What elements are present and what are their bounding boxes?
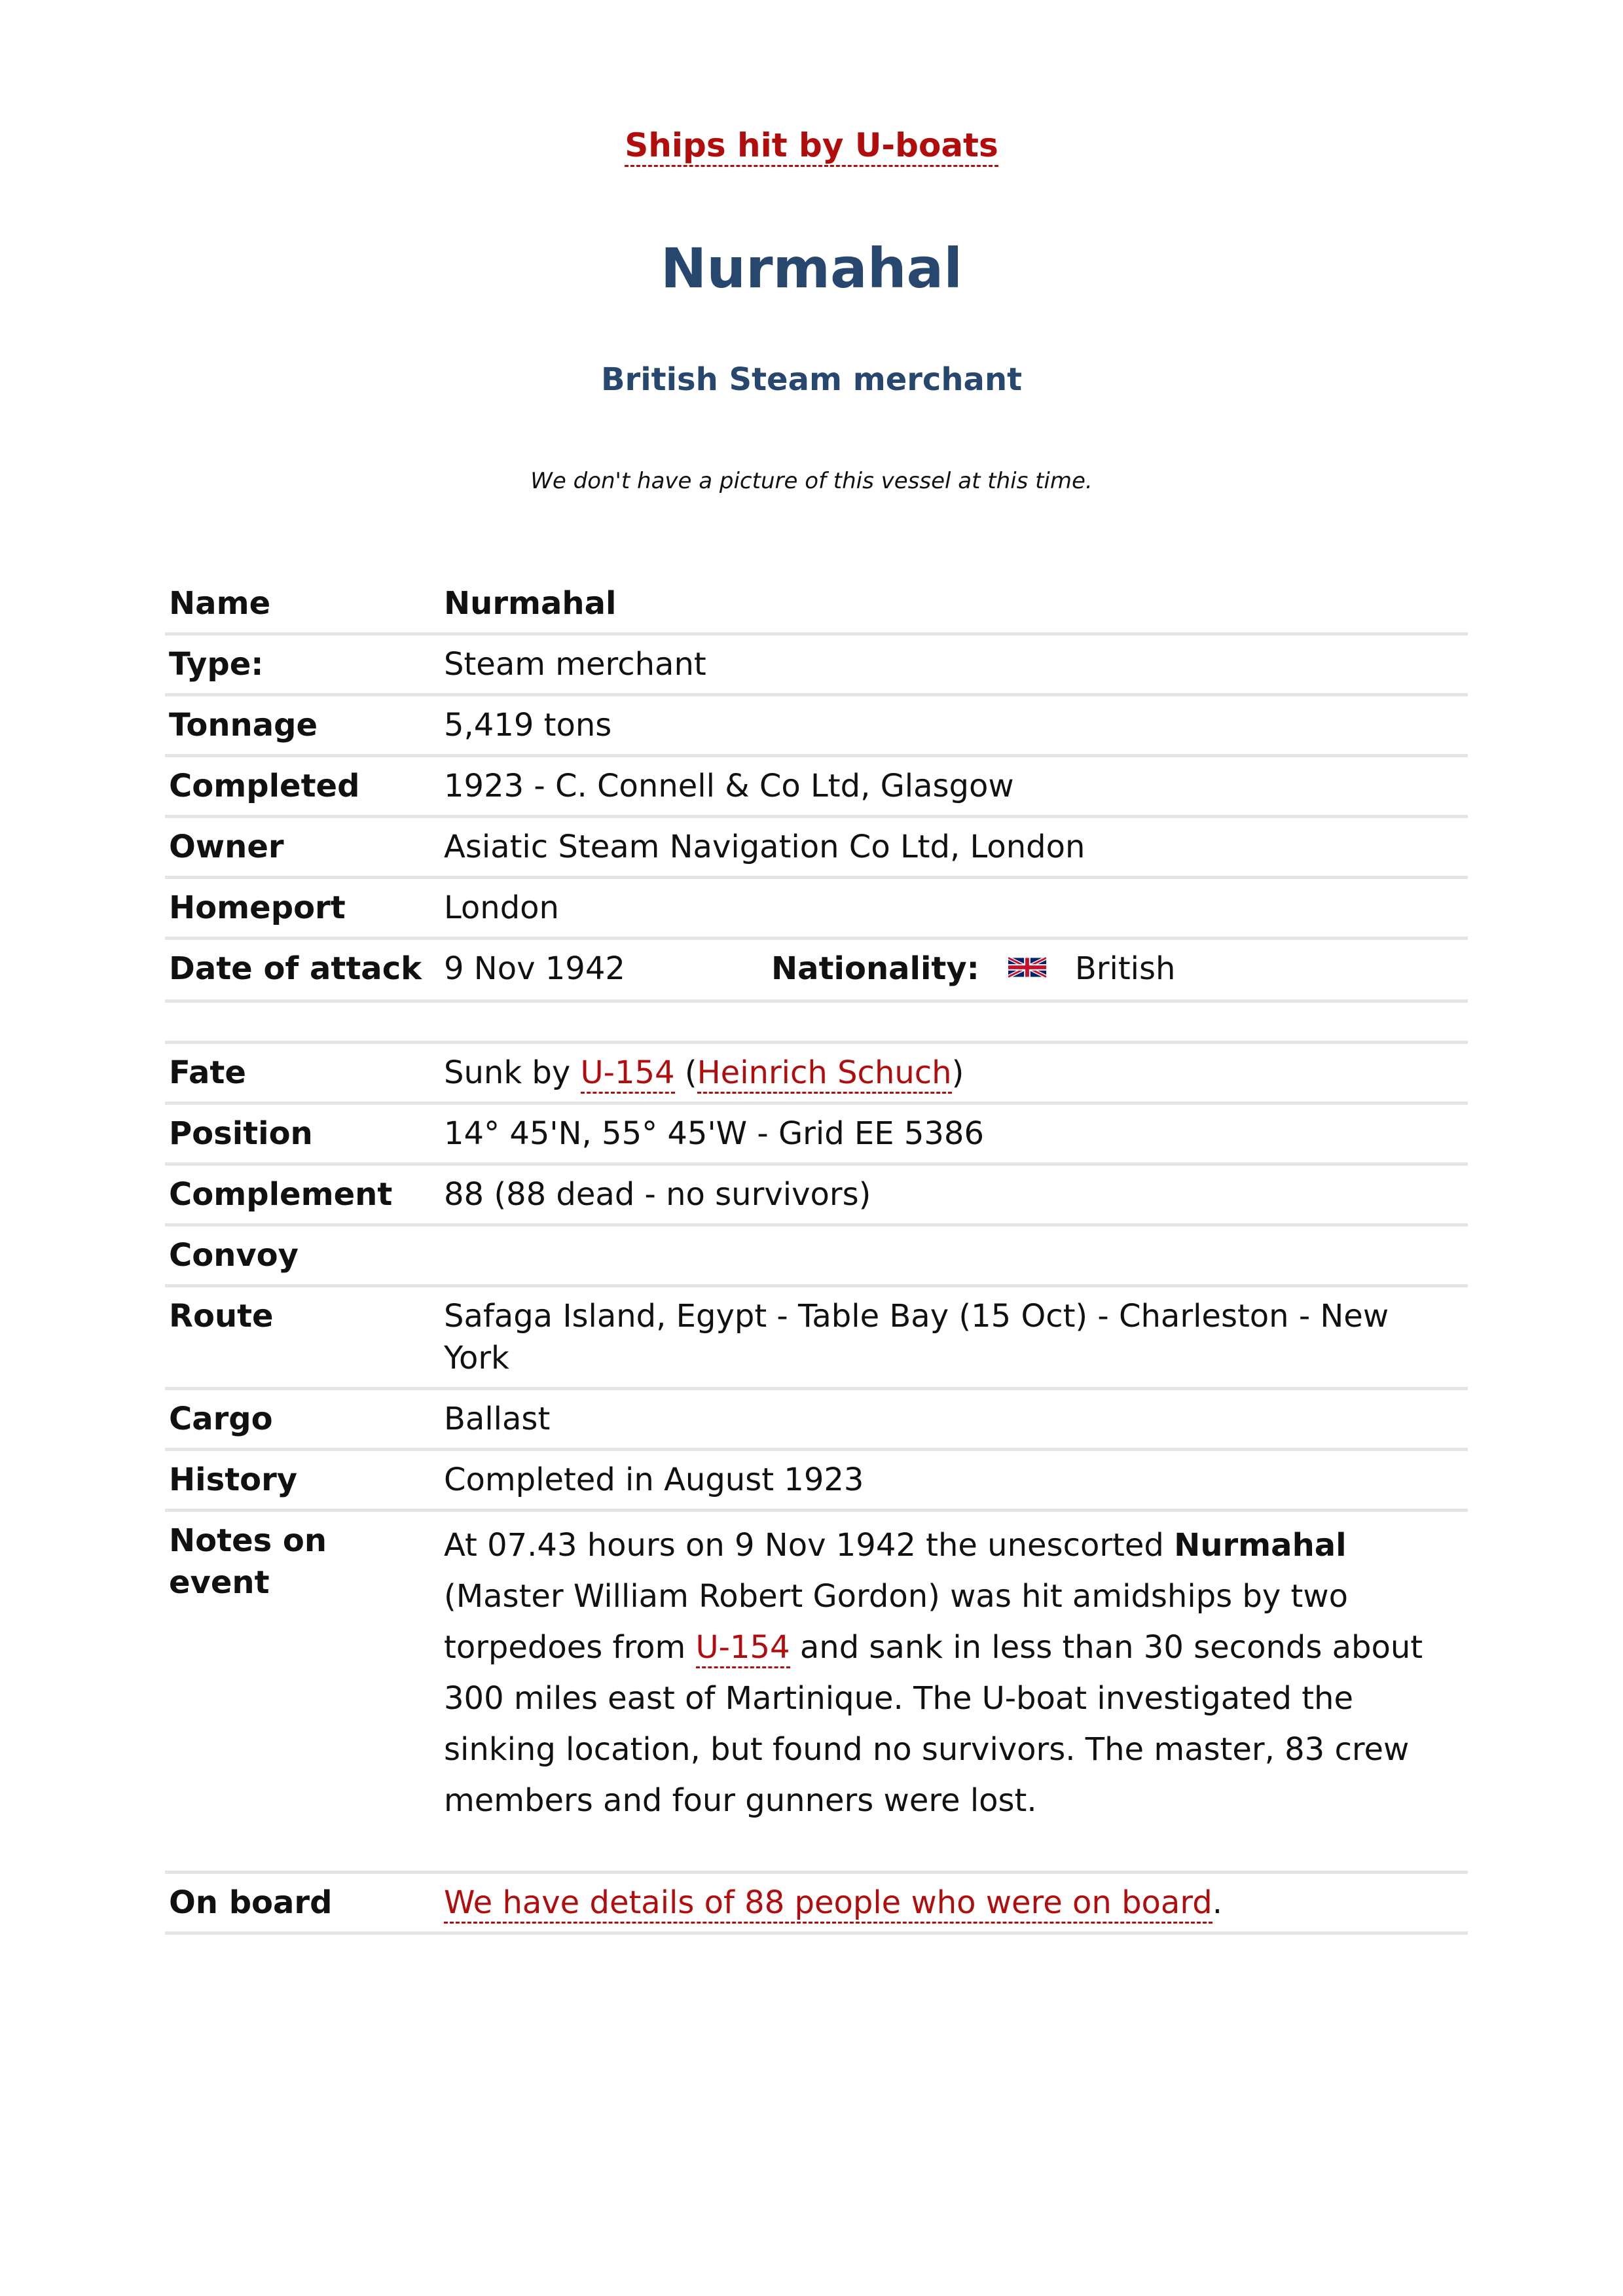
convoy-value bbox=[440, 1227, 1468, 1287]
fate-table bbox=[165, 1041, 1468, 1837]
route-value: Safaga Island, Egypt - Table Bay (15 Oct) - Charleston - New York bbox=[440, 1287, 1468, 1390]
fate-value bbox=[440, 1044, 1468, 1105]
notes-value bbox=[440, 1512, 1468, 1837]
position-label: Position bbox=[165, 1105, 440, 1166]
tonnage-label: Tonnage bbox=[165, 696, 440, 757]
table-row bbox=[165, 1287, 1468, 1390]
page-title: Nurmahal bbox=[660, 236, 962, 300]
table-row bbox=[165, 757, 1468, 818]
completed-label: Completed bbox=[165, 757, 440, 818]
table-row bbox=[165, 1044, 1468, 1105]
table-row bbox=[165, 1227, 1468, 1287]
notes-part2: (Master William Robert Gordon) was hit amidships by two torpedoes from bbox=[444, 1578, 1348, 1666]
onboard-value bbox=[440, 1874, 1468, 1935]
complement-label: Complement bbox=[165, 1166, 440, 1227]
date-of-attack-label: Date of attack bbox=[165, 940, 440, 1003]
history-value: Completed in August 1923 bbox=[440, 1451, 1468, 1512]
completed-value: 1923 - C. Connell & Co Ltd, Glasgow bbox=[440, 757, 1468, 818]
owner-value: Asiatic Steam Navigation Co Ltd, London bbox=[440, 818, 1468, 879]
notes-part3: and sank in less than 30 seconds about 300 miles east of Martinique. The U-boat investigated the sinking location, but found no survivors. The master, 83 crew members and four gunners were lost. bbox=[444, 1629, 1423, 1819]
convoy-label: Convoy bbox=[165, 1227, 440, 1287]
onboard-suffix: . bbox=[1212, 1884, 1222, 1921]
nationality-cell bbox=[767, 940, 1468, 1003]
fate-prefix: Sunk by bbox=[444, 1054, 581, 1091]
cargo-label: Cargo bbox=[165, 1390, 440, 1451]
table-row bbox=[165, 636, 1468, 696]
table-row bbox=[165, 1451, 1468, 1512]
onboard-table bbox=[165, 1871, 1468, 1935]
page-subtitle: British Steam merchant bbox=[600, 361, 1023, 398]
route-label: Route bbox=[165, 1287, 440, 1390]
nationality-value: British bbox=[1074, 950, 1176, 987]
notes-uboat-link[interactable]: U-154 bbox=[696, 1629, 790, 1668]
onboard-label: On board bbox=[165, 1874, 440, 1935]
complement-value: 88 (88 dead - no survivors) bbox=[440, 1166, 1468, 1227]
uk-flag-icon bbox=[1008, 947, 1046, 989]
fate-paren-open: ( bbox=[674, 1054, 697, 1091]
fate-paren-close: ) bbox=[951, 1054, 964, 1091]
table-row bbox=[165, 1512, 1468, 1837]
homeport-label: Homeport bbox=[165, 879, 440, 940]
date-of-attack-value: 9 Nov 1942 bbox=[440, 940, 767, 1003]
commander-link[interactable]: Heinrich Schuch bbox=[697, 1054, 952, 1094]
table-row bbox=[165, 818, 1468, 879]
uboat-link[interactable]: U-154 bbox=[581, 1054, 675, 1094]
notes-part1: At 07.43 hours on 9 Nov 1942 the unescorted bbox=[444, 1527, 1175, 1564]
owner-label: Owner bbox=[165, 818, 440, 879]
table-row bbox=[165, 1874, 1468, 1935]
table-row bbox=[165, 696, 1468, 757]
homeport-value: London bbox=[440, 879, 1468, 940]
notes-ship-name: Nurmahal bbox=[1174, 1527, 1347, 1564]
cargo-value: Ballast bbox=[440, 1390, 1468, 1451]
table-row bbox=[165, 1390, 1468, 1451]
type-label: Type: bbox=[165, 636, 440, 696]
type-value: Steam merchant bbox=[440, 636, 1468, 696]
notes-label: Notes on event bbox=[169, 1522, 327, 1601]
top-link-row bbox=[0, 124, 1623, 166]
ship-details-table bbox=[165, 575, 1468, 1003]
no-picture-note: We don't have a picture of this vessel at this time. bbox=[530, 468, 1093, 494]
history-label: History bbox=[165, 1451, 440, 1512]
name-value: Nurmahal bbox=[440, 575, 1468, 636]
table-row bbox=[165, 1166, 1468, 1227]
name-label: Name bbox=[165, 575, 440, 636]
table-row bbox=[165, 575, 1468, 636]
table-row bbox=[165, 879, 1468, 940]
position-value: 14° 45'N, 55° 45'W - Grid EE 5386 bbox=[440, 1105, 1468, 1166]
table-row bbox=[165, 940, 1468, 1003]
nationality-label: Nationality: bbox=[771, 950, 979, 987]
ships-hit-link[interactable]: Ships hit by U-boats bbox=[625, 126, 998, 167]
table-row bbox=[165, 1105, 1468, 1166]
tonnage-value: 5,419 tons bbox=[440, 696, 1468, 757]
fate-label: Fate bbox=[165, 1044, 440, 1105]
onboard-people-link[interactable]: We have details of 88 people who were on board bbox=[444, 1884, 1213, 1924]
